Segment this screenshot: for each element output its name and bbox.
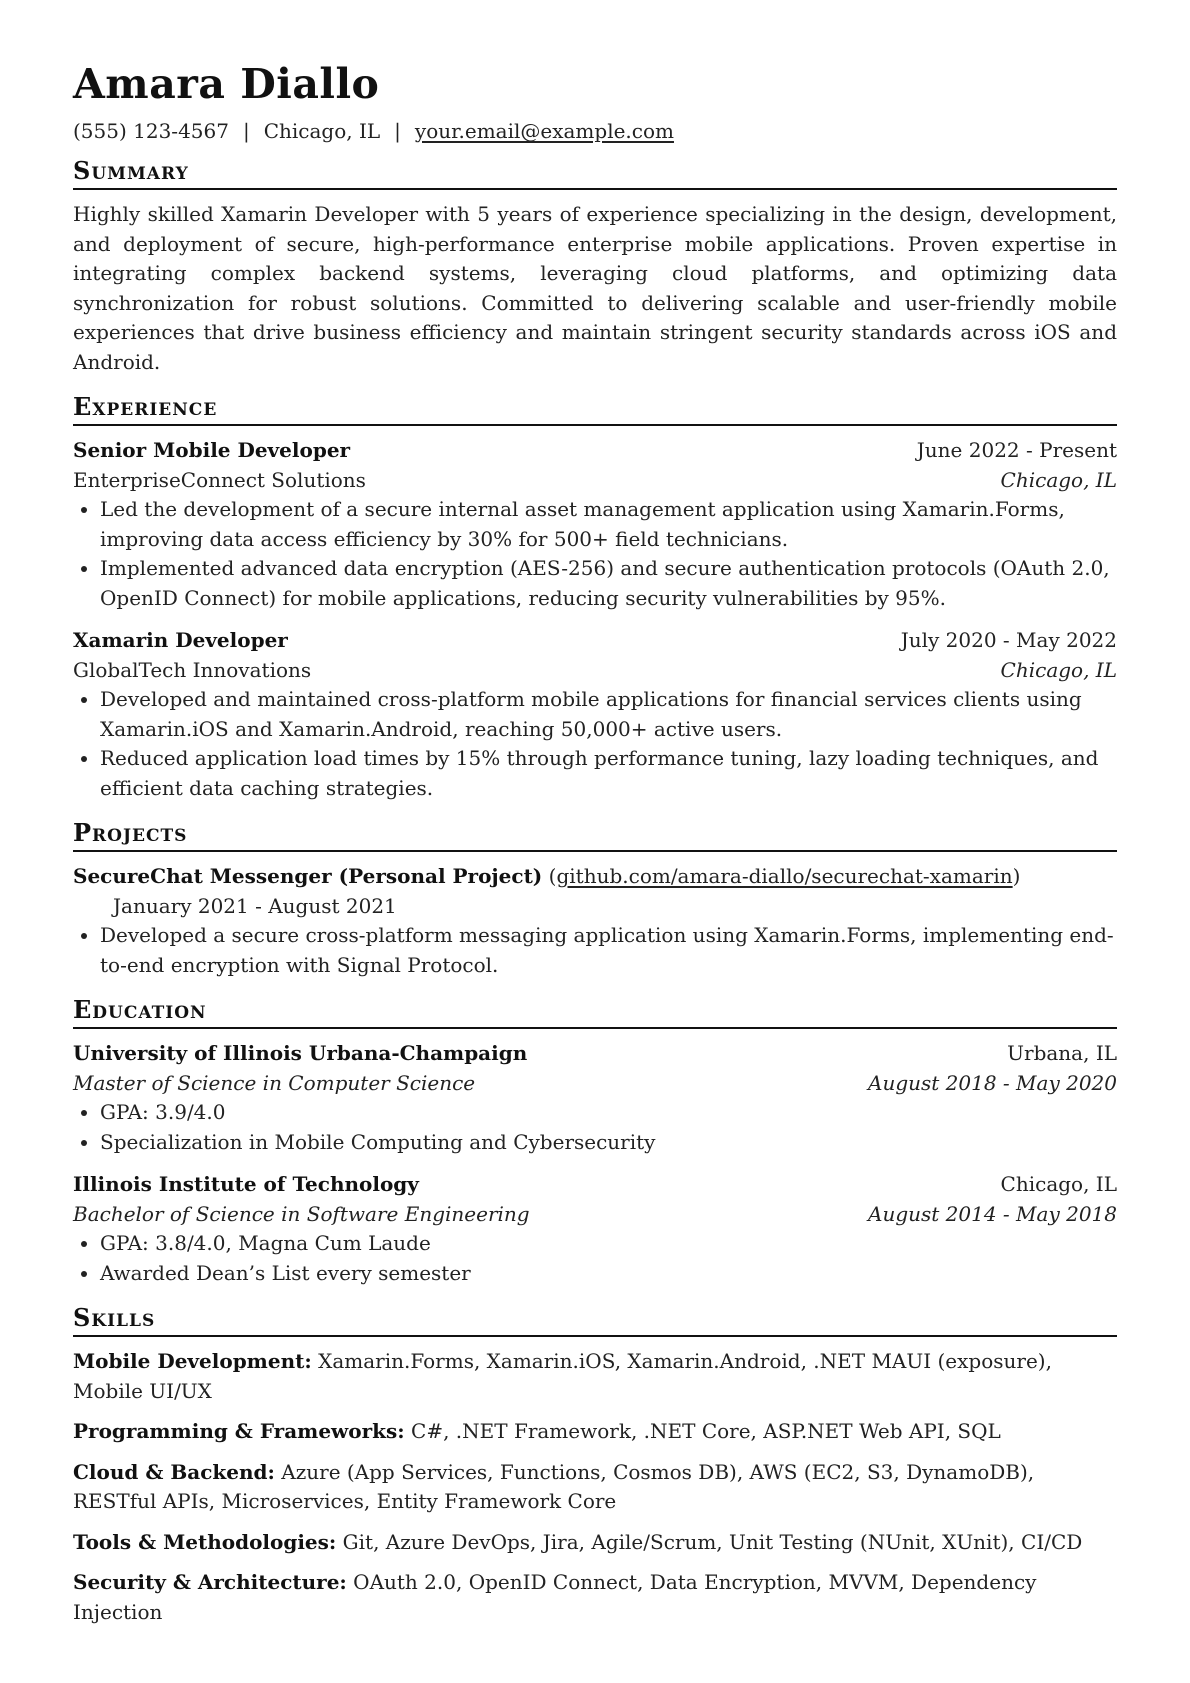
project-bullets (73, 921, 1117, 980)
bullet-item: • Developed a secure cross-platform messaging application using Xamarin.Forms, implementing end-to-end encryption with Signal Protocol. (100, 921, 1117, 980)
skill-group (73, 1458, 1117, 1517)
skill-text: Xamarin.Forms, Xamarin.iOS, Xamarin.Android, .NET MAUI (exposure), Mobile UI/UX (73, 1349, 1052, 1403)
bullet-item: • GPA: 3.8/4.0, Magna Cum Laude (100, 1229, 1117, 1259)
section-title-education: Education (73, 996, 1117, 1029)
bullet-item: • Implemented advanced data encryption (AES-256) and secure authentication protocols (OAuth 2.0, OpenID Connect) for mobile applications, reducing security vulnerabilities by 95%. (100, 554, 1117, 613)
skill-group (73, 1417, 1117, 1447)
degree: Bachelor of Science in Software Engineering (73, 1201, 530, 1226)
bullet-item: • GPA: 3.9/4.0 (100, 1098, 1117, 1128)
bullet-item: • Awarded Dean’s List every semester (100, 1259, 1117, 1289)
experience-section (73, 393, 1117, 803)
contact-separator: | (242, 119, 250, 143)
bullet-item: • Reduced application load times by 15% through performance tuning, lazy loading techniques, and efficient data caching strategies. (100, 744, 1117, 803)
job-company: GlobalTech Innovations (73, 657, 312, 682)
candidate-name: Amara Diallo (73, 60, 380, 108)
bullet-item: • Developed and maintained cross-platform mobile applications for financial services clients using Xamarin.iOS and Xamarin.Android, reaching 50,000+ active users. (100, 685, 1117, 744)
skill-text: Azure (App Services, Functions, Cosmos DB), AWS (EC2, S3, DynamoDB), RESTful APIs, Microservices, Entity Framework Core (73, 1459, 1035, 1513)
job-entry (73, 626, 1117, 803)
job-company: EnterpriseConnect Solutions (73, 467, 366, 492)
contact-line (73, 117, 1117, 145)
job-location: Chicago, IL (1000, 467, 1117, 492)
summary-text: Highly skilled Xamarin Developer with 5 years of experience specializing in the design, development, and deployment of secure, high-performance enterprise mobile applications. Proven expertise in integrating complex backend systems, leveraging cloud platforms, and optimizing data synchronization for robust solutions. Committed to delivering scalable and user-friendly mobile experiences that drive business efficiency and maintain stringent security standards across iOS and Android. (73, 202, 1117, 374)
project-link[interactable]: github.com/amara-diallo/securechat-xamarin (556, 864, 1013, 888)
education-entry (73, 1039, 1117, 1157)
skill-label: Mobile Development: (73, 1349, 312, 1373)
section-title-experience: Experience (73, 393, 1117, 426)
summary-section (73, 157, 1117, 377)
project-name: SecureChat Messenger (Personal Project) (73, 864, 543, 888)
phone-number: (555) 123-4567 (73, 119, 229, 143)
project-entry (73, 862, 1117, 980)
skill-label: Tools & Methodologies: (73, 1529, 337, 1554)
school-name: University of Illinois Urbana-Champaign (73, 1041, 528, 1065)
project-dates: January 2021 - August 2021 (113, 893, 397, 918)
contact-separator: | (394, 119, 401, 143)
bullet-item: • Led the development of a secure internal asset management application using Xamarin.Forms, improving data access efficiency by 30% for 500+ field technicians. (100, 495, 1117, 554)
school-location: Urbana, IL (1007, 1041, 1117, 1065)
location: Chicago, IL (263, 119, 381, 143)
skills-section (73, 1304, 1117, 1627)
school-name: Illinois Institute of Technology (73, 1172, 419, 1196)
education-dates: August 2018 - May 2020 (868, 1070, 1117, 1095)
project-header: SecureChat Messenger (Personal Project) (github.com/amara-diallo/securechat-xamarin) January 2021 - August 2021 (73, 864, 1021, 918)
skill-group (73, 1568, 1117, 1627)
skill-label: Cloud & Backend: (73, 1459, 275, 1484)
job-location: Chicago, IL (1000, 657, 1117, 682)
school-location: Chicago, IL (1000, 1172, 1117, 1196)
job-bullets (73, 495, 1117, 613)
education-bullets (73, 1098, 1117, 1157)
section-title-skills: Skills (73, 1304, 1117, 1337)
education-bullets (73, 1229, 1117, 1288)
job-entry (73, 436, 1117, 613)
degree: Master of Science in Computer Science (73, 1070, 476, 1095)
education-entry (73, 1170, 1117, 1288)
job-dates: June 2022 - Present (916, 438, 1117, 462)
email-link[interactable]: your.email@example.com (414, 119, 674, 143)
skill-text: OAuth 2.0, OpenID Connect, Data Encryption, MVVM, Dependency Injection (73, 1570, 1037, 1624)
job-role: Senior Mobile Developer (73, 438, 351, 462)
job-bullets (73, 685, 1117, 803)
education-section (73, 996, 1117, 1288)
job-role: Xamarin Developer (73, 628, 288, 652)
job-dates: July 2020 - May 2022 (900, 628, 1117, 652)
section-title-summary: Summary (73, 157, 1117, 190)
education-dates: August 2014 - May 2018 (868, 1201, 1117, 1226)
skill-label: Programming & Frameworks: (73, 1419, 405, 1443)
skill-text: Git, Azure DevOps, Jira, Agile/Scrum, Unit Testing (NUnit, XUnit), CI/CD (342, 1529, 1083, 1554)
bullet-item: • Specialization in Mobile Computing and Cybersecurity (100, 1128, 1117, 1158)
skill-text: C#, .NET Framework, .NET Core, ASP.NET Web API, SQL (411, 1419, 1001, 1443)
skill-group (73, 1347, 1117, 1406)
skill-group (73, 1528, 1117, 1558)
projects-section (73, 819, 1117, 980)
section-title-projects: Projects (73, 819, 1117, 852)
skill-label: Security & Architecture: (73, 1570, 347, 1594)
